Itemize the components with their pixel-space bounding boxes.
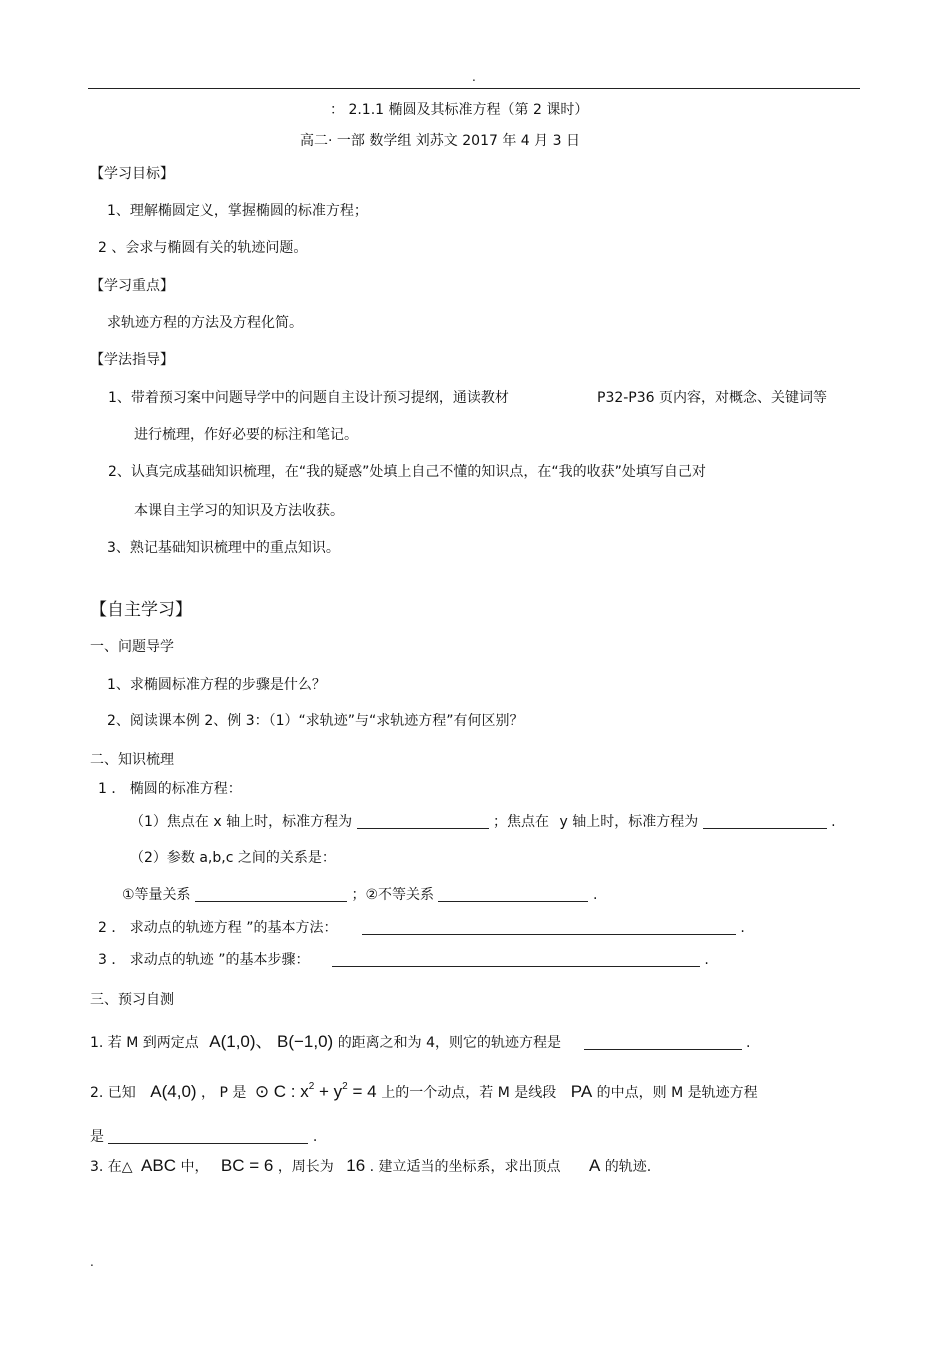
perimeter-value: 16 xyxy=(346,1156,366,1175)
guide-3: 3、熟记基础知识梳理中的重点知识。 xyxy=(107,540,340,556)
circle-c xyxy=(255,1082,382,1101)
knowledge-2-end: . xyxy=(740,920,745,936)
circle-c-rhs: = 4 xyxy=(347,1082,377,1101)
question-1: 1、求椭圆标准方程的步骤是什么？ xyxy=(107,677,326,693)
test-2-text1: 2. 已知 xyxy=(90,1085,136,1101)
vertex-a: A xyxy=(589,1156,601,1175)
knowledge-3 xyxy=(98,951,709,969)
x-axis-equation-blank[interactable] xyxy=(357,814,489,829)
knowledge-1c-text3: . xyxy=(592,887,598,903)
test-2-text5: 是 xyxy=(90,1129,104,1145)
knowledge-1c xyxy=(122,886,597,904)
knowledge-3-text: 3 ． 求动点的轨迹 ”的基本步骤： xyxy=(98,952,310,968)
knowledge-1a-text2: ；焦点在 xyxy=(493,814,549,830)
equality-relation-blank[interactable] xyxy=(195,887,347,902)
test-3-text5: 的轨迹. xyxy=(604,1159,652,1175)
objectives-heading: 【学习目标】 xyxy=(90,166,174,182)
test-1-text1: 1. 若 M 到两定点 xyxy=(90,1035,199,1051)
knowledge-1c-text1: ①等量关系 xyxy=(122,887,191,903)
test-3-text4: . 建立适当的坐标系，求出顶点 xyxy=(369,1159,561,1175)
test-3 xyxy=(90,1157,651,1176)
circle-c-exp-2: 2 xyxy=(342,1081,348,1092)
guide-1c: 进行梳理，作好必要的标注和笔记。 xyxy=(134,427,358,443)
test-1-answer-blank[interactable] xyxy=(584,1035,742,1050)
test-2-text2: ， P 是 xyxy=(201,1085,247,1101)
trajectory-steps-blank[interactable] xyxy=(332,952,700,967)
point-a-4-0: A(4,0) xyxy=(150,1082,197,1101)
test-2-end: . xyxy=(312,1129,318,1145)
knowledge-1: 1 ． 椭圆的标准方程： xyxy=(98,781,242,797)
test-3-text1: 3. 在△ xyxy=(90,1159,133,1175)
y-axis-equation-blank[interactable] xyxy=(703,814,827,829)
knowledge-1a xyxy=(130,813,836,831)
knowledge-1a-text1: （1）焦点在 x 轴上时，标准方程为 xyxy=(130,814,353,830)
lesson-title: ： 2.1.1 椭圆及其标准方程（第 2 课时） xyxy=(330,102,589,118)
knowledge-2 xyxy=(98,919,745,937)
knowledge-1a-text4: . xyxy=(831,814,836,830)
knowledge-2-text: 2 ． 求动点的轨迹方程 ”的基本方法： xyxy=(98,920,338,936)
inequality-relation-blank[interactable] xyxy=(438,887,588,902)
knowledge-1b: （2）参数 a,b,c 之间的关系是： xyxy=(130,850,336,866)
footer-dot: . xyxy=(90,1255,94,1269)
circle-c-plus: + y xyxy=(314,1082,343,1101)
guide-1a: 1、带着预习案中问题导学中的问题自主设计预习提纲，通读教材 xyxy=(108,390,509,406)
segment-pa: PA xyxy=(570,1082,593,1101)
byline: 高二· 一部 数学组 刘苏文 2017 年 4 月 3 日 xyxy=(300,133,580,149)
test-2-answer-blank[interactable] xyxy=(108,1129,308,1144)
guide-2a: 2、认真完成基础知识梳理，在“我的疑惑”处填上自己不懂的知识点，在“我的收获”处填写自己对 xyxy=(108,464,706,480)
focus-heading: 【学习重点】 xyxy=(90,278,174,294)
guide-1b: P32-P36 页内容，对概念、关键词等 xyxy=(597,390,828,406)
circle-c-exp-1: 2 xyxy=(308,1081,315,1092)
test-2 xyxy=(90,1083,758,1104)
guide-heading: 【学法指导】 xyxy=(90,352,174,368)
top-dot: . xyxy=(472,70,476,84)
knowledge-1a-text3: y 轴上时，标准方程为 xyxy=(559,814,699,830)
triangle-abc: ABC xyxy=(141,1156,176,1175)
test-1-end: . xyxy=(745,1035,751,1051)
point-a: A(1,0)、 xyxy=(209,1032,273,1051)
circle-c-lhs: ⊙ C : x xyxy=(254,1082,309,1101)
header-rule xyxy=(88,88,860,89)
test-2-text4: 的中点，则 M 是轨迹方程 xyxy=(596,1085,758,1101)
question-2: 2、阅读课本例 2、例 3：（1）“求轨迹”与“求轨迹方程”有何区别？ xyxy=(107,713,524,729)
test-3-text3: ，周长为 xyxy=(277,1159,334,1175)
knowledge-1c-text2: ；②不等关系 xyxy=(351,887,435,903)
section-1-heading: 一、问题导学 xyxy=(90,639,174,655)
self-study-heading: 【自主学习】 xyxy=(90,600,192,620)
guide-2b: 本课自主学习的知识及方法收获。 xyxy=(134,503,344,519)
test-3-text2: 中， xyxy=(180,1159,209,1175)
test-1 xyxy=(90,1033,750,1052)
focus-1: 求轨迹方程的方法及方程化简。 xyxy=(107,315,303,331)
trajectory-method-blank[interactable] xyxy=(362,920,736,935)
test-2-line2 xyxy=(90,1128,317,1146)
objective-2: 2 、会求与椭圆有关的轨迹问题。 xyxy=(98,240,308,256)
objective-1: 1、理解椭圆定义，掌握椭圆的标准方程； xyxy=(107,203,368,219)
section-3-heading: 三、预习自测 xyxy=(90,992,174,1008)
test-2-text3: 上的一个动点，若 M 是线段 xyxy=(381,1085,557,1101)
point-b: B(−1,0) xyxy=(277,1032,334,1051)
knowledge-3-end: . xyxy=(704,952,709,968)
side-bc: BC = 6 xyxy=(220,1156,274,1175)
section-2-heading: 二、知识梳理 xyxy=(90,752,174,768)
test-1-text2: 的距离之和为 4，则它的轨迹方程是 xyxy=(337,1035,562,1051)
